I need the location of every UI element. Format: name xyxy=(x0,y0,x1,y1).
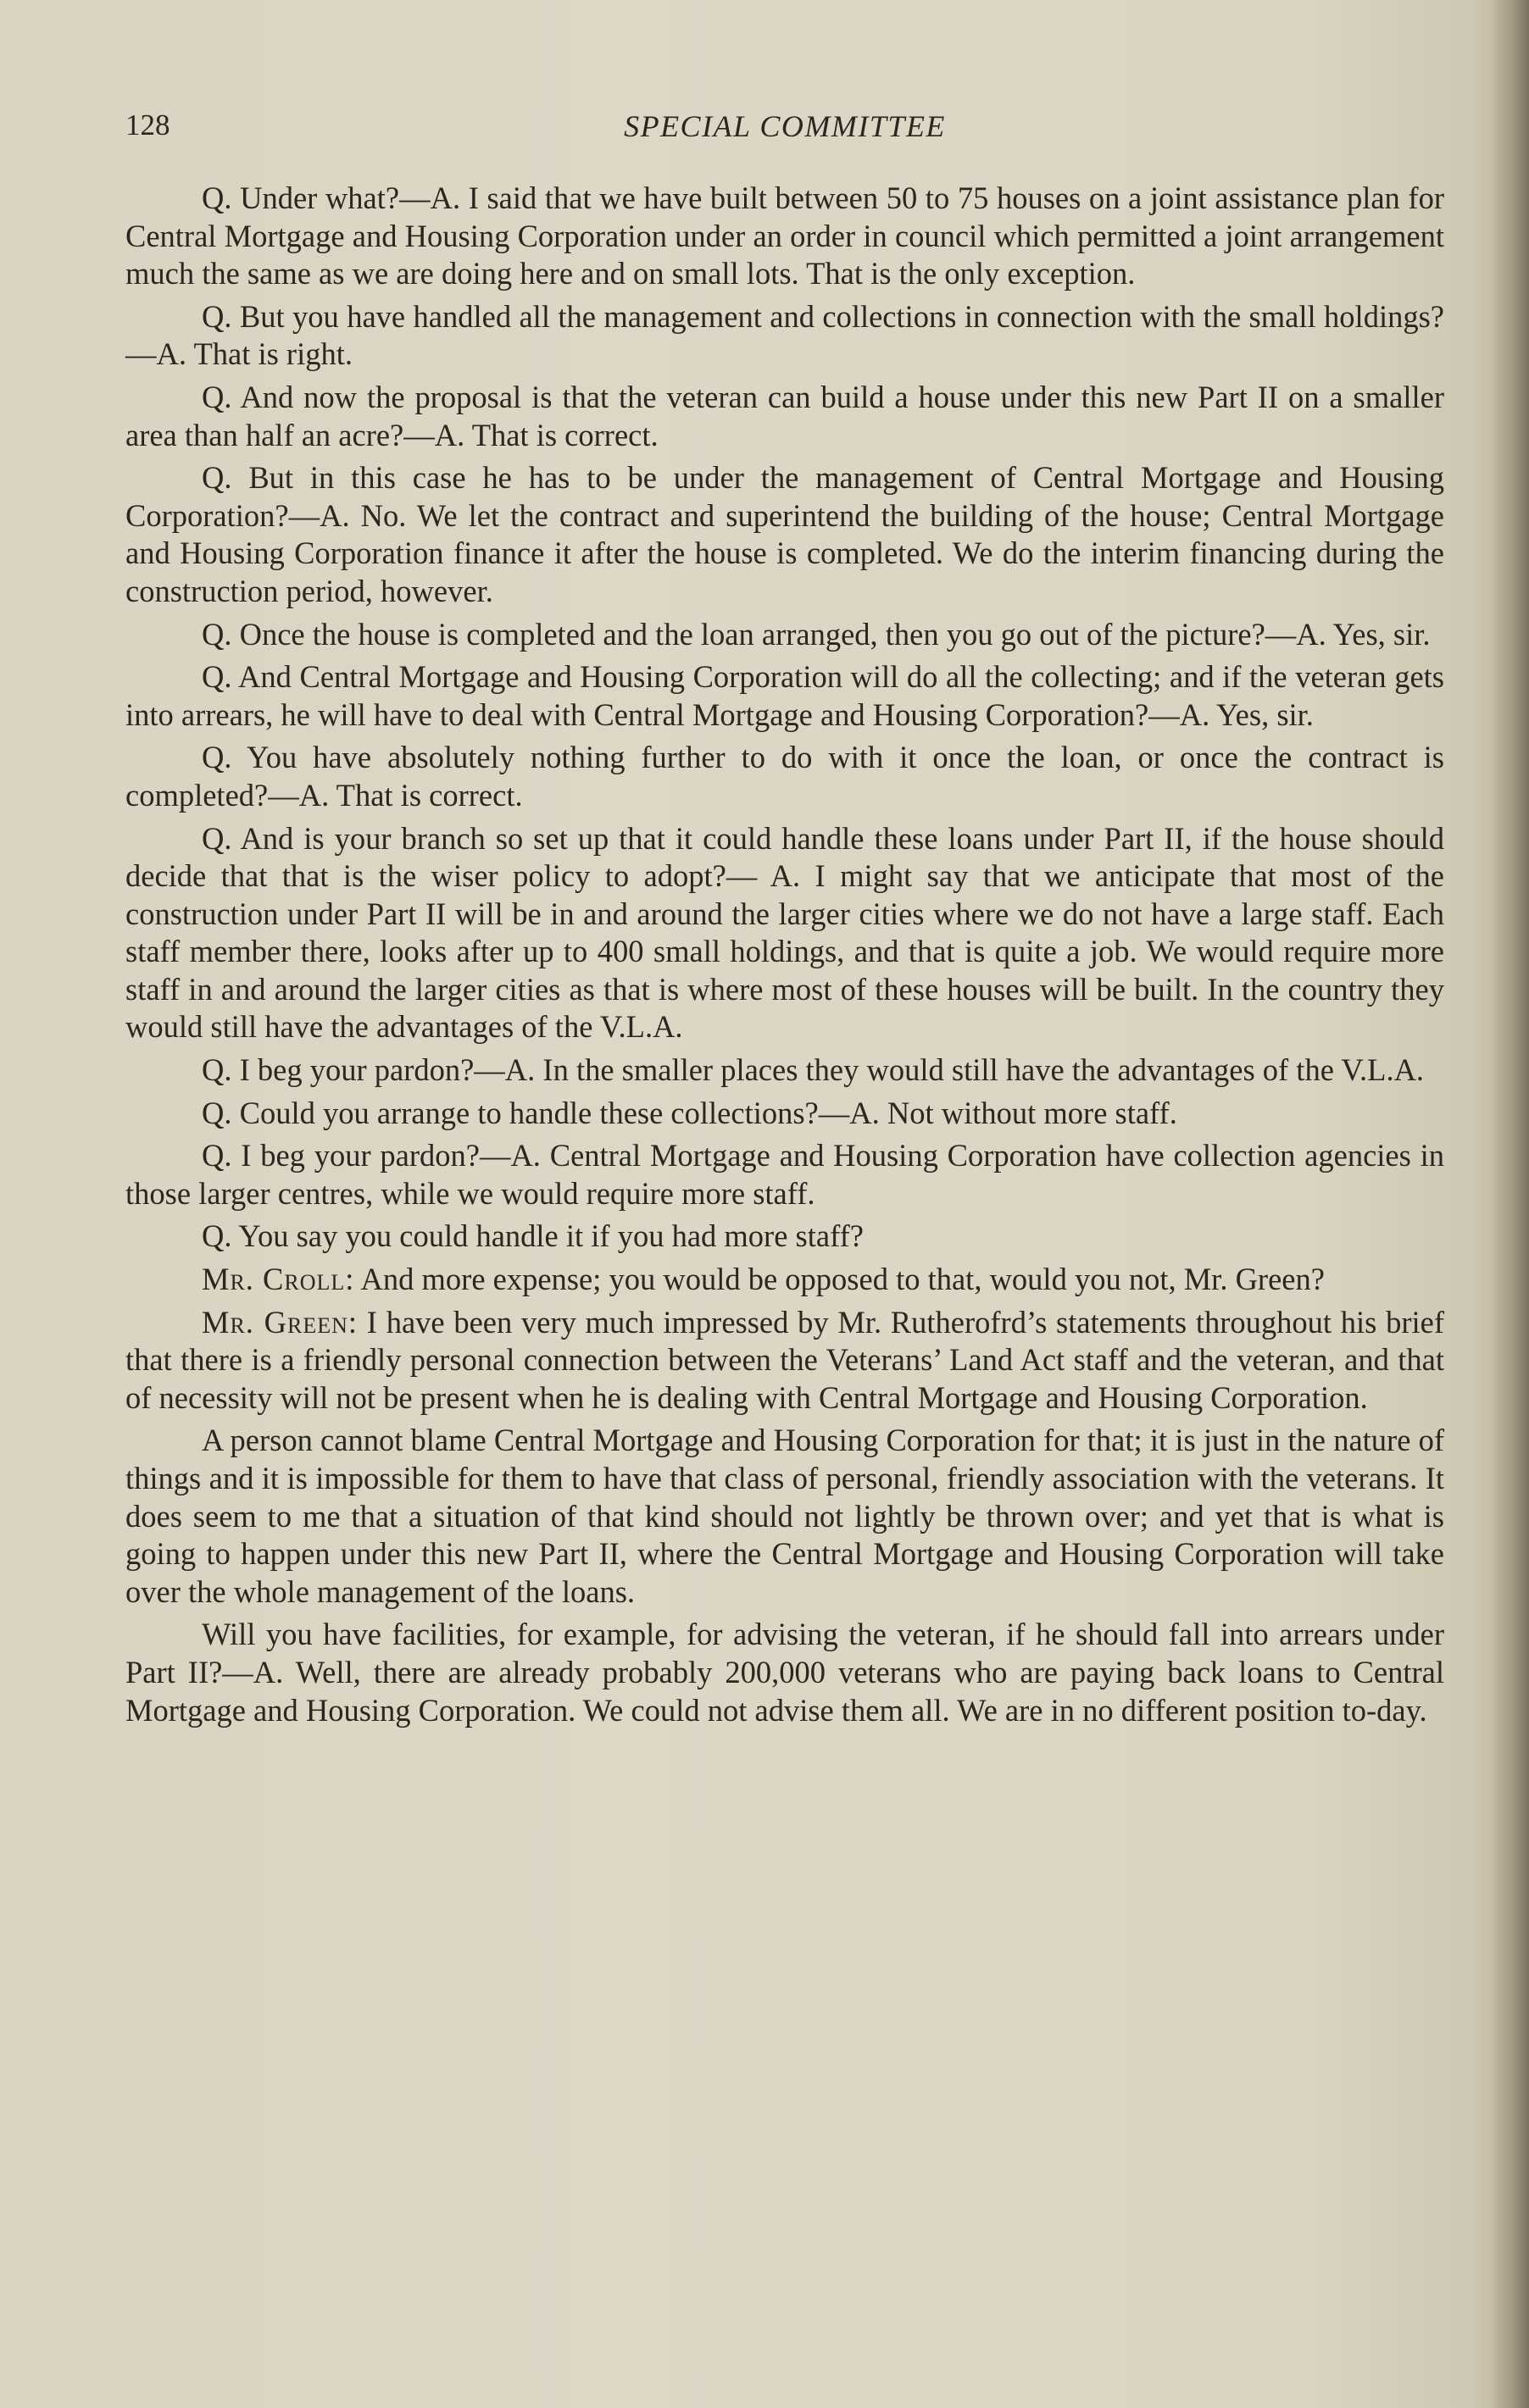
paragraph xyxy=(125,1095,1444,1133)
paragraph xyxy=(125,180,1444,293)
paragraph-text: Q. But you have handled all the management and collections in connection with the small holdings?—A. That is right. xyxy=(125,298,1444,372)
paragraph-text: Q. And Central Mortgage and Housing Corporation will do all the collecting; and if the veteran gets into arrears, he will have to deal with Central Mortgage and Housing Corporation?—A. Yes, sir. xyxy=(125,659,1444,732)
paragraph xyxy=(125,1422,1444,1611)
paragraph-text: Q. And is your branch so set up that it could handle these loans under Part II, if the house should decide that that is the wiser policy to adopt?— A. I might say that we anticipate that most of the construction under Part II will be in and around the larger cities where we do not have a large staff. Each staff member there, looks after up to 400 small holdings, and that is quite a job. We would require more staff in and around the larger cities as that is where most of these houses will be built. In the country they would still have the advantages of the V.L.A. xyxy=(125,820,1444,1045)
paragraph xyxy=(125,616,1444,654)
body-text xyxy=(125,180,1444,1734)
paragraph xyxy=(125,379,1444,454)
paragraph-text: I have been very much impressed by Mr. Rutherofrd’s statements throughout his brief that there is a friendly personal connection between the Veterans’ Land Act staff and the veteran, and that of necessity will not be present when he is dealing with Central Mortgage and Housing Corporation. xyxy=(125,1304,1445,1415)
page-number: 128 xyxy=(125,108,170,141)
paragraph-text: Q. You have absolutely nothing further to do with it once the loan, or once the contract is completed?—A. That is correct. xyxy=(125,740,1444,813)
paragraph xyxy=(125,739,1444,814)
paragraph-text: Q. But in this case he has to be under the management of Central Mortgage and Housing Corporation?—A. No. We let the contract and superintend the building of the house; Central Mortgage and Housing Corporation finance it after the house is completed. We do the interim financing during the construction period, however. xyxy=(125,460,1444,608)
running-head: SPECIAL COMMITTEE xyxy=(624,109,946,143)
paragraph-text: Q. I beg your pardon?—A. Central Mortgage and Housing Corporation have collection agencies in those larger centres, while we would require more staff. xyxy=(125,1138,1444,1211)
paragraph xyxy=(125,459,1444,610)
paragraph xyxy=(125,1051,1444,1090)
paragraph xyxy=(125,820,1444,1047)
paragraph-text: Q. You say you could handle it if you had more staff? xyxy=(202,1218,864,1254)
paragraph xyxy=(125,1261,1444,1299)
paragraph-text: Will you have facilities, for example, for advising the veteran, if he should fall into arrears under Part II?—A. Well, there are already probably 200,000 veterans who are paying back loans to Central Mortgage and Housing Corporation. We could not advise them all. We are in no different position to-day. xyxy=(125,1617,1444,1728)
page-header xyxy=(125,108,1444,146)
paragraph xyxy=(125,298,1444,374)
paragraph-text: And more expense; you would be opposed to that, would you not, Mr. Green? xyxy=(360,1262,1325,1297)
speaker-name: Mr. Green: xyxy=(202,1304,359,1340)
paragraph-text: Q. I beg your pardon?—A. In the smaller places they would still have the advantages of the V.L.A. xyxy=(202,1052,1425,1088)
paragraph xyxy=(125,658,1444,734)
paragraph xyxy=(125,1616,1444,1729)
paragraph-text: Q. Once the house is completed and the loan arranged, then you go out of the picture?—A. Yes, sir. xyxy=(202,616,1431,652)
paragraph xyxy=(125,1137,1444,1212)
page-edge-shadow xyxy=(1490,0,1529,2408)
paragraph-text: Q. And now the proposal is that the veteran can build a house under this new Part II on a smaller area than half an acre?—A. That is correct. xyxy=(125,379,1444,452)
paragraph xyxy=(125,1304,1444,1418)
paragraph-text: Q. Could you arrange to handle these collections?—A. Not without more staff. xyxy=(202,1095,1177,1130)
paragraph-text: Q. Under what?—A. I said that we have built between 50 to 75 houses on a joint assistance plan for Central Mortgage and Housing Corporation under an order in council which permitted a joint arrangement much the same as we are doing here and on small lots. That is the only exception. xyxy=(125,180,1444,291)
paragraph xyxy=(125,1218,1444,1256)
paragraph-text: A person cannot blame Central Mortgage and Housing Corporation for that; it is just in the nature of things and it is impossible for them to have that class of personal, friendly association with the veterans. It does seem to me that a situation of that kind should not lightly be thrown over; and yet that is what is going to happen under this new Part II, where the Central Mortgage and Housing Corporation will take over the whole management of the loans. xyxy=(125,1423,1444,1609)
speaker-name: Mr. Croll: xyxy=(202,1262,355,1297)
